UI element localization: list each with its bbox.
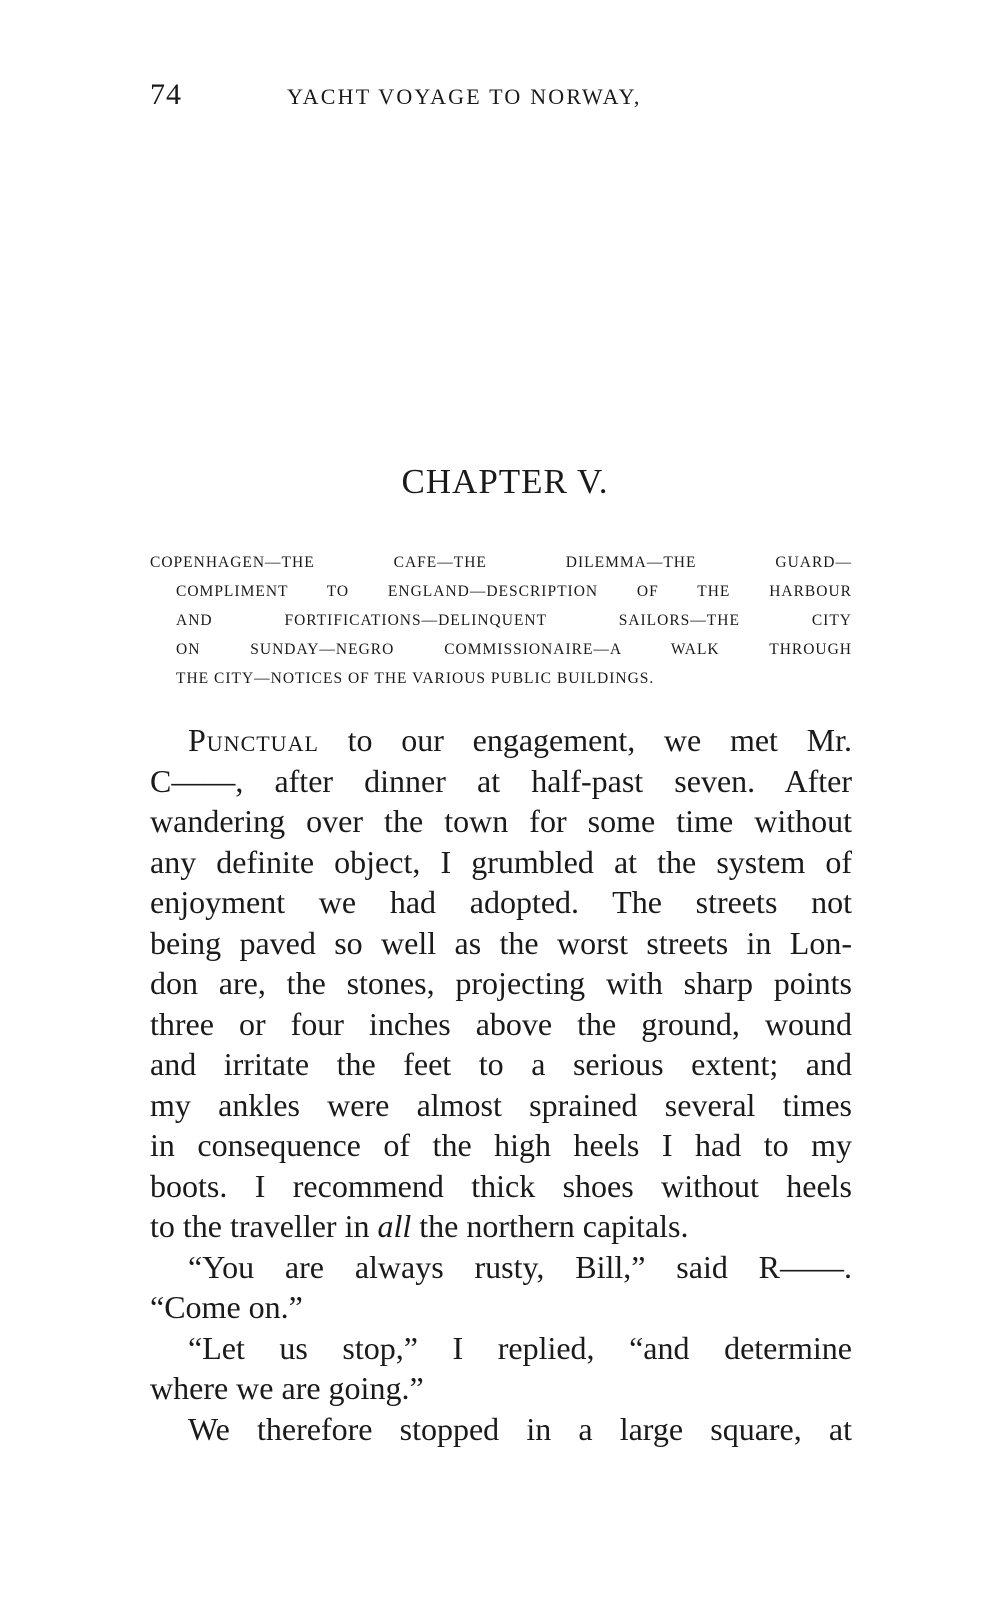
italic-word: all [377, 1208, 412, 1244]
body-line: where we are going.” [150, 1370, 424, 1406]
body-line: enjoyment we had adopted. The streets not [150, 884, 852, 920]
running-head [150, 78, 870, 118]
body-line: three or four inches above the ground, wound [150, 1005, 852, 1042]
chapter-synopsis [150, 548, 852, 693]
page-number: 74 [150, 78, 182, 111]
body-line: any definite object, I grumbled at the system of [150, 843, 852, 880]
synopsis-line: THE CITY—NOTICES OF THE VARIOUS PUBLIC BUILDINGS. [176, 670, 655, 687]
body-line: “Let us stop,” I replied, “and determine [188, 1329, 852, 1366]
opening-word: Punctual [188, 722, 319, 758]
body-line: “You are always rusty, Bill,” said R——. [188, 1248, 852, 1285]
running-title: YACHT VOYAGE TO NORWAY, [287, 84, 642, 109]
body-line: my ankles were almost sprained several times [150, 1086, 852, 1123]
body-text [150, 720, 852, 1449]
synopsis-line: AND FORTIFICATIONS—DELINQUENT SAILORS—THE CITY [176, 612, 852, 629]
synopsis-line: ON SUNDAY—NEGRO COMMISSIONAIRE—A WALK THROUGH [176, 641, 852, 658]
body-line: being paved so well as the worst streets in Lon- [150, 924, 852, 961]
body-line: wandering over the town for some time without [150, 803, 852, 839]
body-line-text: to our engagement, we met Mr. [318, 722, 852, 758]
synopsis-line: COMPLIMENT TO ENGLAND—DESCRIPTION OF THE HARBOUR [176, 583, 852, 600]
body-line: C——, after dinner at half-past seven. After [150, 762, 852, 799]
body-line: “Come on.” [150, 1289, 303, 1325]
synopsis-line: COPENHAGEN—THE CAFE—THE DILEMMA—THE GUARD— [150, 554, 852, 571]
chapter-title: CHAPTER V. [401, 462, 609, 501]
body-line-text: the northern capitals. [411, 1208, 689, 1244]
body-line-text: to the traveller in [150, 1208, 378, 1244]
body-line [150, 720, 852, 761]
body-line [150, 1206, 852, 1247]
body-line: We therefore stopped in a large square, at [188, 1410, 852, 1447]
body-line: boots. I recommend thick shoes without heels [150, 1167, 852, 1204]
body-line: in consequence of the high heels I had to my [150, 1127, 852, 1163]
body-line: don are, the stones, projecting with sharp points [150, 965, 852, 1001]
body-line: and irritate the feet to a serious extent; and [150, 1046, 852, 1082]
